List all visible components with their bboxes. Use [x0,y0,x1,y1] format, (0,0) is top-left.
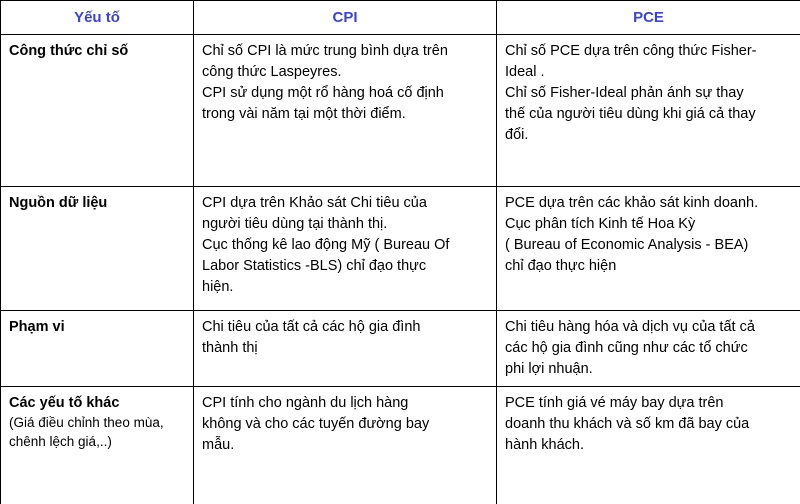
cell-cpi-other-factors [194,387,497,504]
cell-pce-other-factors [497,387,800,504]
cell-line: trong vài năm tại một thời điểm. [202,106,406,123]
table-row [1,311,800,387]
table-row [1,387,800,504]
cell-line: người tiêu dùng tại thành thị. [202,216,388,233]
table-row [1,35,800,187]
cell-line: thế của người tiêu dùng khi giá cả thay [505,106,756,123]
cell-line: Chỉ số Fisher-Ideal phản ánh sự thay [505,85,744,102]
cell-line: Labor Statistics -BLS) chỉ đạo thực [202,258,427,275]
cell-line: phi lợi nhuận. [505,361,593,378]
cell-line: chỉ đạo thực hiện [505,258,617,275]
row-label-text: Nguồn dữ liệu [9,195,108,211]
cell-line: PCE tính giá vé máy bay dựa trên [505,395,724,412]
cell-line: thành thị [202,340,258,357]
cell-line: doanh thu khách và số km đã bay của [505,416,750,433]
cell-line: Chỉ số PCE dựa trên công thức Fisher- [505,43,757,59]
cell-line: mẫu. [202,437,235,454]
cell-line: CPI dựa trên Khảo sát Chi tiêu của [202,195,427,211]
row-label-text: Công thức chỉ số [9,43,129,59]
row-label-subtext: (Giá điều chỉnh theo mùa, chênh lệch giá,..) [9,415,164,449]
cell-line: hiện. [202,279,234,296]
cell-line: hành khách. [505,437,585,454]
cell-line: ( Bureau of Economic Analysis - BEA) [505,237,749,254]
cell-line: Cục phân tích Kinh tế Hoa Kỳ [505,216,696,233]
column-header-cpi: CPI [194,1,497,35]
cell-line: Chi tiêu hàng hóa và dịch vụ của tất cả [505,319,755,335]
row-label-text: Phạm vi [9,319,65,335]
cell-line: Chi tiêu của tất cả các hộ gia đình [202,319,421,335]
cell-line: các hộ gia đình cũng như các tổ chức [505,340,748,357]
row-label-scope [1,311,194,387]
column-header-pce: PCE [497,1,800,35]
cell-cpi-formula [194,35,497,187]
cell-cpi-source [194,187,497,311]
cell-line: PCE dựa trên các khảo sát kinh doanh. [505,195,759,211]
cell-pce-scope [497,311,800,387]
row-label-source [1,187,194,311]
cell-line: không và cho các tuyến đường bay [202,416,430,433]
cell-line: Chỉ số CPI là mức trung bình dựa trên [202,43,448,59]
cell-pce-formula [497,35,800,187]
cell-line: công thức Laspeyres. [202,64,342,81]
table-row [1,187,800,311]
column-header-factor: Yếu tố [1,1,194,35]
cell-line: CPI tính cho ngành du lịch hàng [202,395,409,412]
row-label-other-factors [1,387,194,504]
cell-line: Cục thống kê lao động Mỹ ( Bureau Of [202,237,450,254]
cell-line: đổi. [505,127,529,144]
cell-line: Ideal . [505,64,545,81]
row-label-text: Các yếu tố khác [9,395,120,412]
table-header-row [1,1,800,35]
cell-cpi-scope [194,311,497,387]
cell-pce-source [497,187,800,311]
row-label-formula [1,35,194,187]
cell-line: CPI sử dụng một rổ hàng hoá cố định [202,85,444,102]
